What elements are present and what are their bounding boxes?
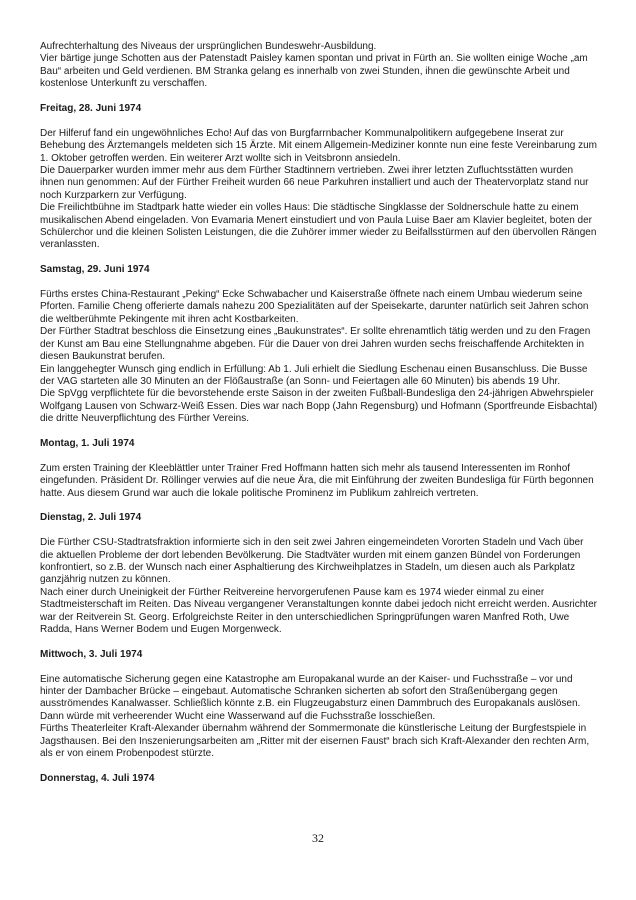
chronicle-section xyxy=(40,264,598,425)
section-paragraphs xyxy=(40,289,598,425)
paragraph: Vier bärtige junge Schotten aus der Patenstadt Paisley kamen spontan und privat in Fürth an. Sie wollten einige Woche „am Bau“ arbeiten und Geld verdienen. BM Stranka gelang es innerhalb von zwei Stunden, ihnen die gewünschte Arbeit und kostenlose Unterkunft zu verschaffen. xyxy=(40,53,588,90)
chronicle-section xyxy=(40,773,598,785)
chronicle-section xyxy=(40,103,598,252)
paragraph: Ein langgehegter Wunsch ging endlich in Erfüllung: Ab 1. Juli erhielt die Siedlung Eschenau einen Busanschluss. Die Busse der VAG starteten alle 30 Minuten an der Flößaustraße (an Sonn- und Feiertagen alle 60 Minuten) bis abends 19 Uhr. xyxy=(40,363,588,387)
paragraph: Nach einer durch Uneinigkeit der Fürther Reitvereine hervorgerufenen Pause kam es 1974 wieder einmal zu einer Stadtmeisterschaft im Reiten. Das Niveau vergangener Veranstaltungen konnte dabei jedoch nicht erreicht werden. Ausrichter war der Reitverein St. Georg. Erfolgreichste Reiter in den unterschiedlichen Springprüfungen waren Manfred Roth, Uwe Radda, Hans Werner Bodem und Eugen Morgenweck. xyxy=(40,586,597,635)
section-heading: Donnerstag, 4. Juli 1974 xyxy=(40,772,155,784)
section-paragraphs xyxy=(40,674,598,761)
paragraph: Der Hilferuf fand ein ungewöhnliches Echo! Auf das von Burgfarrnbacher Kommunalpolitikern aufgegebene Inserat zur Behebung des Ärztemangels meldeten sich 15 Ärzte. Mit einem Allgemein-Mediziner konnte nun eine feste Vereinbarung zum 1. Oktober getroffen werden. Ein weiterer Arzt wollte sich in Veitsbronn ansiedeln. xyxy=(40,127,597,164)
section-paragraphs xyxy=(40,463,598,500)
paragraph: Die Fürther CSU-Stadtratsfraktion informierte sich in den seit zwei Jahren eingemeindeten Vororten Stadeln und Vach über die aktuellen Probleme der dort lebenden Bevölkerung. Die Stadtväter wurden mit einem ganzen Bündel von Forderungen konfrontiert, so z.B. der Wunsch nach einer Asphaltierung des Kirchweihplatzes in Stadeln, um diesen auch als Parkplatz ganzjährig nutzen zu können. xyxy=(40,537,584,586)
document-content xyxy=(40,41,598,798)
chronicle-section xyxy=(40,512,598,636)
section-heading: Dienstag, 2. Juli 1974 xyxy=(40,512,142,524)
paragraph: Fürths Theaterleiter Kraft-Alexander übernahm während der Sommermonate die künstlerische Leitung der Burgfestspiele in Jagsthausen. Bei den Inszenierungsarbeiten am „Ritter mit der eisernen Faust“ brach sich Kraft-Alexander den rechten Arm, als er von einem Probenpodest stürzte. xyxy=(40,723,590,759)
section-heading: Samstag, 29. Juni 1974 xyxy=(40,264,150,276)
page-number: 32 xyxy=(312,831,324,845)
paragraph: Der Fürther Stadtrat beschloss die Einsetzung eines „Baukunstrates“. Er sollte ehrenamtlich tätig werden und zu den Fragen der Kunst am Bau eine Stellungnahme abgeben. Für die Dauer von drei Jahren wurden sechs freischaffende Architekten in diesen Baukunstrat berufen. xyxy=(40,326,591,363)
paragraph: Zum ersten Training der Kleeblättler unter Trainer Fred Hoffmann hatten sich mehr als tausend Interessenten im Ronhof eingefunden. Präsident Dr. Röllinger verwies auf die neue Ära, die mit Einführung der zweiten Bundesliga für Fürth begonnen hatte. Aus diesem Grund war auch die lokale politische Prominenz im Publikum zahlreich vertreten. xyxy=(40,462,594,499)
paragraph: Eine automatische Sicherung gegen eine Katastrophe am Europakanal wurde an der Kaiser- und Fuchsstraße – vor und hinter der Dambacher Brücke – eingebaut. Automatische Schranken sicherten ab sofort den Straßenübergang gegen ausströmendes Kanalwasser. Schließlich könnte z.B. ein Flugzeugabsturz einen Dammbruch des Europakanals auslösen. Dann würde mit verheerender Wucht eine Wasserwand auf die Fuchsstraße losschießen. xyxy=(40,673,581,722)
section-heading: Mittwoch, 3. Juli 1974 xyxy=(40,648,143,660)
chronicle-section xyxy=(40,41,598,91)
paragraph: Aufrechterhaltung des Niveaus der ursprünglichen Bundeswehr-Ausbildung. xyxy=(40,41,377,52)
paragraph: Die Freilichtbühne im Stadtpark hatte wieder ein volles Haus: Die städtische Singklasse der Soldnerschule hatte zu einem musikalischen Abend eingeladen. Von Evamaria Menert einstudiert und von Paula Luise Baer am Klavier begleitet, boten der Schülerchor und die kleinen Solisten Leistungen, die die Zuhörer immer wieder zu Beifallsstürmen auf den übervollen Rängen veranlassten. xyxy=(40,202,597,251)
chronicle-section xyxy=(40,438,598,500)
chronicle-section xyxy=(40,649,598,761)
section-paragraphs xyxy=(40,41,598,91)
section-heading: Montag, 1. Juli 1974 xyxy=(40,437,135,449)
section-heading: Freitag, 28. Juni 1974 xyxy=(40,103,142,115)
paragraph: Fürths erstes China-Restaurant „Peking“ Ecke Schwabacher und Kaiserstraße öffnete nach einem Umbau wiederum seine Pforten. Familie Cheng offerierte damals nahezu 200 Spezialitäten auf der Speisekarte, darunter natürlich seit Jahren schon die weltberühmte Pekingente mit ihren acht Kostbarkeiten. xyxy=(40,289,589,325)
paragraph: Die Dauerparker wurden immer mehr aus dem Fürther Stadtinnern vertrieben. Zwei ihrer letzten Zufluchtsstätten wurden ihnen nun genommen: Auf der Fürther Freiheit wurden 66 neue Parkuhren installiert und auch der Theatervorplatz stand nur noch Kurzparkern zur Verfügung. xyxy=(40,165,589,201)
paragraph: Die SpVgg verpflichtete für die bevorstehende erste Saison in der zweiten Fußball-Bundesliga den 24-jährigen Abwehrspieler Wolfgang Lausen von Schwarz-Weiß Essen. Dies war nach Bopp (Jahn Regensburg) und Hofmann (Sportfreunde Eisbachtal) die dritte Neuverpflichtung des Fürther Vereins. xyxy=(40,388,598,425)
section-paragraphs xyxy=(40,537,598,636)
section-paragraphs xyxy=(40,128,598,252)
